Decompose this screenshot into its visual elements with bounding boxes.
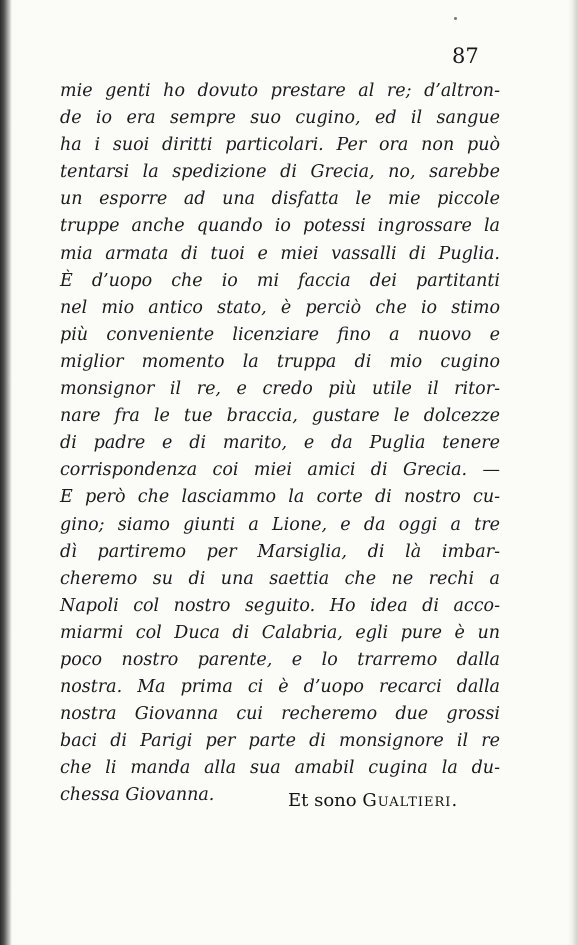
text-line: Napoli col nostro seguito. Ho idea di acco- (60, 595, 500, 616)
body-text (60, 78, 500, 810)
text-line: truppe anche quando io potessi ingrossare la (60, 216, 500, 237)
text-line: nostra Giovanna cui recheremo due grossi (60, 704, 500, 725)
signature (288, 790, 458, 811)
text-line: un esporre ad una disfatta le mie piccole (60, 189, 500, 210)
text-line: monsignor il re, e credo più utile il ritor- (60, 379, 500, 400)
text-line: gino; siamo giunti a Lione, e da oggi a tre (60, 514, 500, 535)
paper-speck (454, 17, 457, 20)
text-line: nel mio antico stato, è perciò che io stimo (60, 297, 500, 318)
page-edge (568, 0, 578, 945)
text-line: mie genti ho dovuto prestare al re; d’altron- (60, 81, 500, 101)
text-line: corrispondenza coi miei amici di Grecia. — (60, 460, 500, 481)
text-line: nare fra le tue braccia, gustare le dolcezze (60, 406, 500, 427)
text-line: baci di Parigi per parte di monsignore il re (60, 731, 500, 752)
text-line: poco nostro parente, e lo trarremo dalla (60, 649, 500, 670)
text-line: dì partiremo per Marsiglia, di là imbar- (60, 541, 500, 562)
page-binding-shadow (0, 0, 12, 945)
text-line: più conveniente licenziare fino a nuovo e (60, 324, 500, 345)
text-line: nostra. Ma prima ci è d’uopo recarci dalla (60, 677, 500, 698)
text-line: de io era sempre suo cugino, ed il sangue (60, 108, 500, 129)
page-number: 87 (452, 44, 479, 68)
text-line: È d’uopo che io mi faccia dei partitanti (60, 270, 500, 291)
text-line: di padre e di marito, e da Puglia tenere (60, 433, 500, 454)
text-line: ha i suoi diritti particolari. Per ora non può (60, 135, 500, 156)
signature-name: Gualtieri. (362, 790, 459, 811)
text-line: E però che lasciammo la corte di nostro cu- (60, 487, 500, 508)
text-line: miarmi col Duca di Calabria, egli pure è un (60, 622, 500, 643)
text-line: mia armata di tuoi e miei vassalli di Puglia. (60, 243, 500, 264)
text-line: cheremo su di una saettia che ne rechi a (60, 568, 500, 589)
signature-prefix: Et sono (288, 790, 363, 811)
text-line: che li manda alla sua amabil cugina la du- (60, 758, 500, 779)
text-line: chessa Giovanna. (60, 785, 215, 806)
text-line: tentarsi la spedizione di Grecia, no, sarebbe (60, 162, 500, 183)
text-line: miglior momento la truppa di mio cugino (60, 351, 500, 372)
